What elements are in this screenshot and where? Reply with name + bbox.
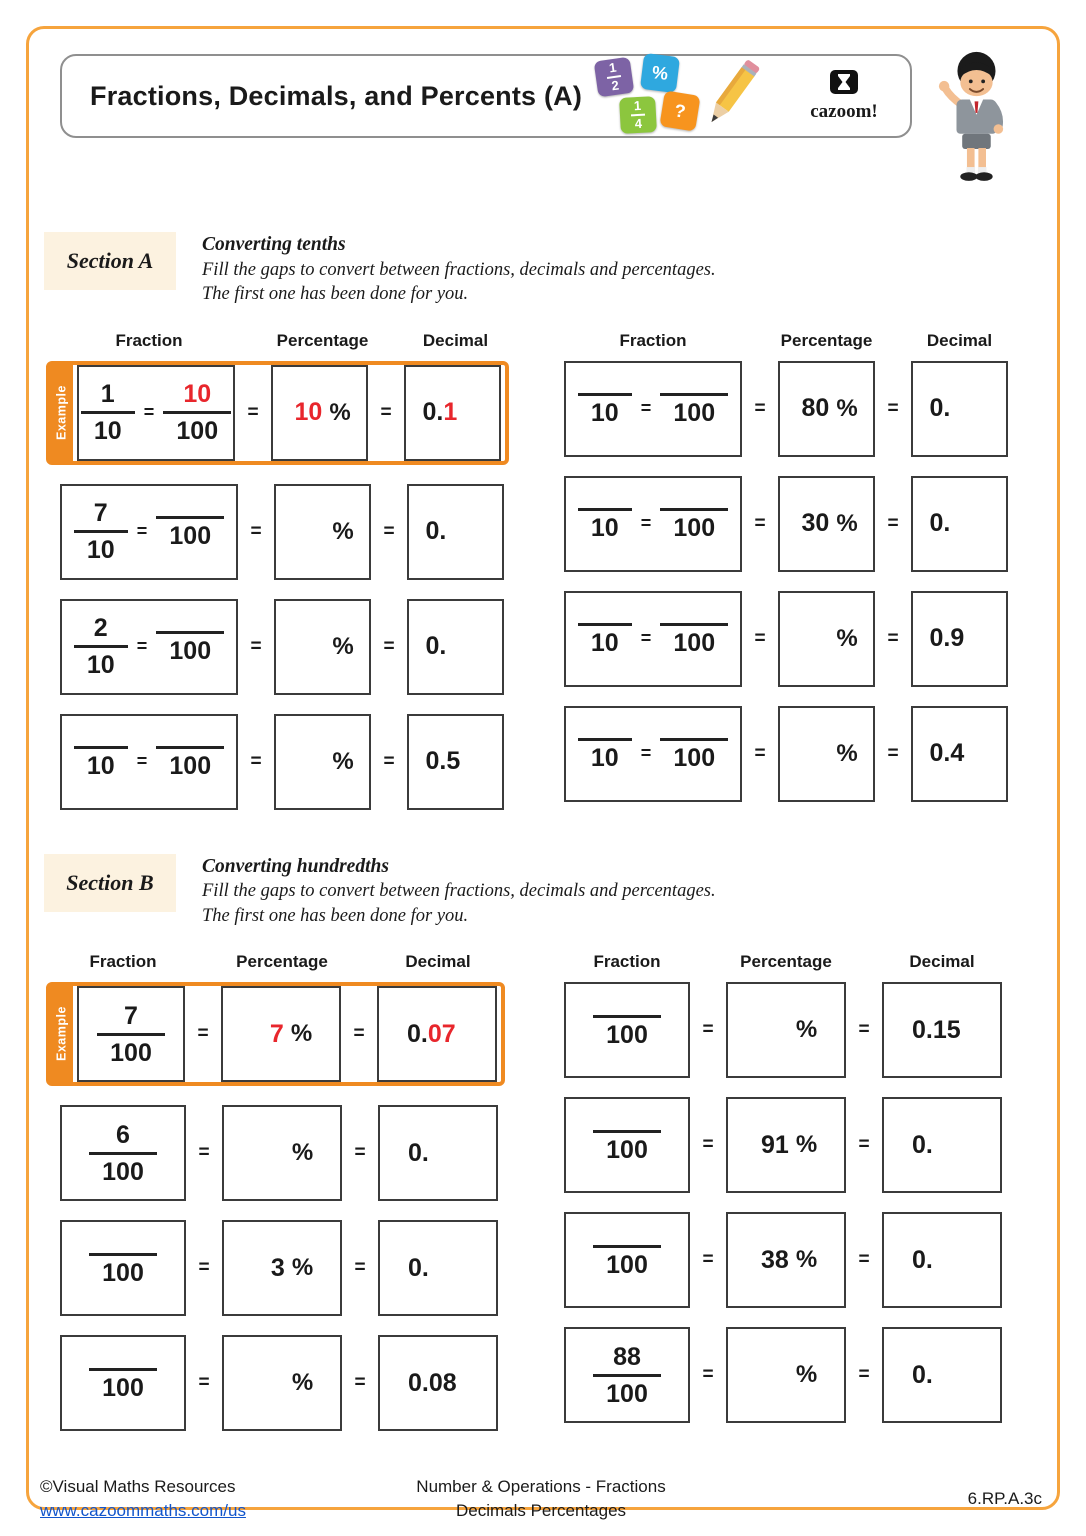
equals-sign: =	[754, 397, 766, 419]
instruction-line: Fill the gaps to convert between fractions, decimals and percentages.	[202, 881, 716, 902]
column-header-decimal: Decimal	[405, 952, 471, 972]
fraction-denominator: 100	[606, 1379, 648, 1408]
fraction-denominator: 100	[102, 1258, 144, 1287]
equals-sign: =	[754, 742, 766, 764]
percentage-value: 80	[801, 394, 830, 423]
decimal-box[interactable]	[407, 599, 504, 695]
fraction-box[interactable]	[60, 1220, 186, 1316]
decimal-value: 0.	[425, 517, 447, 546]
section-b-intro	[60, 854, 1026, 929]
equals-sign: =	[247, 401, 259, 423]
section-a-right-group	[564, 331, 1024, 810]
fraction-denominator: 100	[673, 744, 716, 773]
fraction-box[interactable]	[60, 1335, 186, 1431]
decimal-value: 0.	[929, 509, 951, 538]
conversion-row	[564, 476, 1008, 572]
equals-sign: =	[198, 1142, 210, 1164]
decimal-box	[407, 714, 504, 810]
column-header-decimal: Decimal	[909, 952, 975, 972]
conversion-row	[73, 986, 501, 1082]
column-header-fraction: Fraction	[593, 952, 661, 972]
percentage-box	[778, 361, 875, 457]
percent-sign: %	[290, 1020, 313, 1048]
percentage-box	[271, 365, 368, 461]
equals-sign: =	[702, 1364, 714, 1386]
fraction-numerator: 88	[593, 1343, 661, 1377]
fraction-denominator: 100	[606, 1250, 648, 1279]
fraction-hundredths	[89, 1365, 157, 1402]
equals-sign: =	[143, 402, 155, 423]
percentage-box	[726, 1097, 846, 1193]
fraction-denominator: 10	[590, 514, 619, 543]
conversion-row	[564, 361, 1008, 457]
instruction-line: The first one has been done for you.	[202, 284, 469, 305]
decimal-value: 0.08	[408, 1368, 457, 1397]
percentage-value: 3	[270, 1253, 285, 1282]
equals-sign: =	[136, 636, 148, 657]
fraction-tenths	[578, 620, 632, 657]
fraction-box[interactable]	[60, 714, 238, 810]
equals-sign: =	[250, 635, 262, 657]
fraction-box[interactable]	[60, 484, 238, 580]
fraction-denominator: 100	[176, 417, 219, 446]
worksheet-header	[60, 54, 1026, 188]
percent-sign: %	[291, 1139, 314, 1167]
decimal-value: 0.5	[425, 747, 461, 776]
conversion-row	[60, 714, 504, 810]
instruction-line: The first one has been done for you.	[202, 905, 469, 926]
fraction-numerator: 7	[97, 1002, 165, 1036]
fraction-box[interactable]	[564, 982, 690, 1078]
fraction-denominator: 10	[93, 417, 122, 446]
equals-sign: =	[380, 401, 392, 423]
question-card-icon: ?	[659, 90, 700, 131]
conversion-row	[564, 982, 1002, 1078]
equals-sign: =	[858, 1019, 870, 1041]
percent-sign: %	[291, 1254, 314, 1282]
equals-sign: =	[354, 1142, 366, 1164]
conversion-row	[564, 1212, 1002, 1308]
fraction-denominator: 10	[86, 651, 115, 680]
percentage-box[interactable]	[222, 1335, 342, 1431]
equals-sign: =	[250, 750, 262, 772]
column-header-decimal: Decimal	[422, 330, 489, 350]
decimal-box[interactable]	[882, 1327, 1002, 1423]
fraction-box	[77, 365, 235, 461]
equals-sign: =	[887, 742, 899, 764]
percent-sign: %	[795, 1246, 818, 1274]
percentage-box[interactable]	[726, 1327, 846, 1423]
percentage-box[interactable]	[274, 599, 371, 695]
section-a-left-group	[54, 330, 520, 810]
fraction-hundredths	[97, 1002, 165, 1067]
decimal-value: 0.1	[422, 398, 458, 427]
fraction-denominator: 100	[673, 399, 716, 428]
column-header-percentage: Percentage	[780, 330, 873, 350]
equals-sign: =	[702, 1134, 714, 1156]
worksheet-page	[26, 26, 1060, 1510]
percentage-box[interactable]	[274, 714, 371, 810]
fraction-box	[564, 1327, 690, 1423]
decimal-box	[377, 986, 497, 1082]
fraction-box[interactable]	[564, 1097, 690, 1193]
percent-sign: %	[836, 624, 858, 652]
equals-sign: =	[383, 750, 395, 772]
decimal-value: 0.9	[929, 624, 965, 653]
equals-sign: =	[136, 751, 148, 772]
percentage-box	[221, 986, 341, 1082]
percent-sign: %	[836, 394, 858, 422]
fraction-denominator: 100	[606, 1020, 648, 1049]
percentage-value: 38	[761, 1245, 789, 1274]
equals-sign: =	[198, 1372, 210, 1394]
equals-sign: =	[754, 627, 766, 649]
cazoom-logo	[796, 69, 892, 123]
equals-sign: =	[640, 628, 652, 649]
pencil-icon	[694, 53, 770, 141]
standard-code: 6.RP.A.3c	[967, 1489, 1042, 1509]
section-b-left-group	[54, 952, 520, 1431]
brand-name: cazoom!	[810, 101, 878, 122]
percentage-value: 7	[269, 1019, 284, 1048]
percentage-box[interactable]	[274, 484, 371, 580]
example-label: Example	[50, 365, 73, 461]
standard-category-line2: Decimals Percentages	[455, 1500, 627, 1520]
decimal-value: 0.	[408, 1253, 429, 1282]
conversion-row	[564, 591, 1008, 687]
equals-sign: =	[887, 627, 899, 649]
decimal-value: 0.	[912, 1130, 933, 1159]
decimal-value: 0.07	[407, 1019, 456, 1048]
example-row	[46, 361, 509, 465]
section-b-label: Section B	[44, 854, 176, 912]
section-b-table	[54, 952, 1026, 1431]
fraction-tenths	[81, 380, 135, 445]
equals-sign: =	[640, 398, 652, 419]
equals-sign: =	[702, 1019, 714, 1041]
equals-sign: =	[198, 1257, 210, 1279]
decimal-box[interactable]	[407, 484, 504, 580]
column-header-fraction: Fraction	[115, 330, 183, 350]
conversion-row	[60, 1220, 498, 1316]
decimal-value: 0.15	[912, 1015, 961, 1044]
fraction-numerator: 1	[81, 380, 135, 414]
fraction-box[interactable]	[60, 599, 238, 695]
decimal-box	[882, 982, 1002, 1078]
fraction-denominator: 100	[673, 514, 716, 543]
conversion-row	[60, 1335, 498, 1431]
decimal-box	[911, 706, 1008, 802]
fraction-denominator: 10	[86, 536, 115, 565]
decimal-value: 0.	[929, 394, 951, 423]
column-header-percentage: Percentage	[236, 952, 328, 972]
fraction-hundredths	[163, 380, 231, 445]
decimal-box[interactable]	[882, 1097, 1002, 1193]
percent-sign: %	[795, 1131, 818, 1159]
column-header-percentage: Percentage	[276, 330, 369, 350]
fraction-tenths	[74, 499, 128, 564]
decimal-box	[911, 591, 1008, 687]
percentage-box[interactable]	[726, 982, 846, 1078]
conversion-row	[564, 1097, 1002, 1193]
fraction-numerator: 7	[74, 499, 128, 533]
decimal-box[interactable]	[378, 1220, 498, 1316]
example-row	[46, 982, 505, 1086]
section-a-table	[54, 330, 1026, 810]
conversion-row	[60, 484, 504, 580]
decimal-value: 0.	[912, 1245, 933, 1274]
decimal-box[interactable]	[911, 361, 1008, 457]
fraction-denominator: 100	[673, 629, 716, 658]
fraction-tenths	[578, 505, 632, 542]
percentage-box[interactable]	[778, 706, 875, 802]
fraction-hundredths	[660, 620, 728, 657]
percent-sign: %	[836, 509, 858, 537]
conversion-row	[60, 599, 504, 695]
decimal-value: 0.	[408, 1138, 429, 1167]
percent-sign: %	[836, 739, 858, 767]
equals-sign: =	[383, 635, 395, 657]
percentage-box	[778, 476, 875, 572]
website-link[interactable]: www.cazoommaths.com/us	[40, 1500, 246, 1520]
fraction-tenths	[578, 735, 632, 772]
fraction-box[interactable]	[564, 476, 742, 572]
percentage-value: 10	[294, 398, 323, 427]
title-box	[60, 54, 912, 138]
decimal-box	[378, 1335, 498, 1431]
section-b-heading: Converting hundredths	[202, 855, 389, 877]
equals-sign: =	[858, 1364, 870, 1386]
section-a-label: Section A	[44, 232, 176, 290]
percent-sign: %	[332, 517, 354, 545]
header-icons	[594, 55, 894, 137]
fraction-denominator: 10	[590, 399, 619, 428]
fraction-hundredths	[156, 513, 224, 550]
equals-sign: =	[887, 397, 899, 419]
fraction-denominator: 100	[102, 1373, 144, 1402]
fraction-denominator: 10	[590, 744, 619, 773]
decimal-value: 0.4	[929, 739, 965, 768]
fraction-hundredths	[593, 1343, 661, 1408]
fraction-hundredths	[660, 390, 728, 427]
fraction-box[interactable]	[564, 361, 742, 457]
conversion-row	[564, 1327, 1002, 1423]
decimal-value: 0.	[912, 1360, 933, 1389]
conversion-row	[60, 1105, 498, 1201]
boy-character-illustration	[926, 50, 1026, 188]
copyright-text: ©Visual Maths Resources	[40, 1477, 236, 1497]
percent-sign: %	[332, 747, 354, 775]
equals-sign: =	[197, 1023, 209, 1045]
fraction-numerator: 2	[74, 614, 128, 648]
section-a-heading: Converting tenths	[202, 234, 346, 255]
decimal-box[interactable]	[882, 1212, 1002, 1308]
fraction-denominator: 100	[169, 637, 212, 666]
equals-sign: =	[858, 1249, 870, 1271]
equals-sign: =	[354, 1372, 366, 1394]
fraction-hundredths	[593, 1242, 661, 1279]
fraction-box	[60, 1105, 186, 1201]
percentage-value: 91	[761, 1130, 789, 1159]
fraction-box[interactable]	[564, 706, 742, 802]
fraction-hundredths	[593, 1127, 661, 1164]
fraction-denominator: 100	[169, 522, 212, 551]
column-header-decimal: Decimal	[926, 330, 993, 350]
fraction-numerator: 6	[89, 1121, 157, 1155]
fraction-denominator: 100	[169, 752, 212, 781]
equals-sign: =	[858, 1134, 870, 1156]
column-header-percentage: Percentage	[740, 952, 832, 972]
fraction-denominator: 10	[86, 752, 115, 781]
fraction-denominator: 10	[590, 629, 619, 658]
fraction-denominator: 100	[110, 1038, 152, 1067]
fraction-box	[77, 986, 185, 1082]
fraction-tenths	[74, 743, 128, 780]
percentage-box	[726, 1212, 846, 1308]
column-headers	[60, 331, 520, 351]
half-fraction-card-icon: 1 2	[594, 57, 635, 98]
fraction-hundredths	[156, 743, 224, 780]
fraction-box[interactable]	[564, 1212, 690, 1308]
conversion-row	[564, 706, 1008, 802]
fraction-numerator: 10	[163, 380, 231, 414]
fraction-hundredths	[660, 735, 728, 772]
equals-sign: =	[640, 743, 652, 764]
column-header-fraction: Fraction	[619, 330, 687, 350]
worksheet-footer	[40, 1475, 1042, 1522]
section-a-instructions	[202, 232, 716, 307]
decimal-value: 0.	[425, 632, 447, 661]
quarter-fraction-card-icon: 1 4	[619, 96, 657, 134]
percent-sign: %	[329, 398, 351, 426]
fraction-box[interactable]	[564, 591, 742, 687]
column-header-fraction: Fraction	[89, 952, 157, 972]
percent-sign: %	[291, 1369, 314, 1397]
equals-sign: =	[887, 512, 899, 534]
fraction-hundredths	[593, 1012, 661, 1049]
equals-sign: =	[383, 520, 395, 542]
decimal-box[interactable]	[911, 476, 1008, 572]
percent-card-icon: %	[640, 53, 680, 93]
equals-sign: =	[754, 512, 766, 534]
column-headers	[564, 952, 1024, 972]
equals-sign: =	[353, 1023, 365, 1045]
decimal-box[interactable]	[378, 1105, 498, 1201]
section-a-intro	[60, 232, 1026, 307]
equals-sign: =	[354, 1257, 366, 1279]
percentage-value: 30	[801, 509, 830, 538]
fraction-tenths	[578, 390, 632, 427]
percent-sign: %	[795, 1361, 818, 1389]
fraction-hundredths	[89, 1250, 157, 1287]
equals-sign: =	[136, 521, 148, 542]
standard-category-line1: Number & Operations - Fractions	[416, 1477, 666, 1497]
fraction-denominator: 100	[606, 1135, 648, 1164]
section-b-right-group	[564, 952, 1024, 1431]
fraction-denominator: 100	[102, 1157, 144, 1186]
page-title: Fractions, Decimals, and Percents (A)	[90, 80, 583, 111]
percent-sign: %	[795, 1016, 818, 1044]
percent-sign: %	[332, 632, 354, 660]
fraction-hundredths	[660, 505, 728, 542]
percentage-box[interactable]	[778, 591, 875, 687]
conversion-row	[73, 365, 505, 461]
percentage-box	[222, 1220, 342, 1316]
column-headers	[60, 952, 520, 972]
percentage-box[interactable]	[222, 1105, 342, 1201]
example-label: Example	[50, 986, 73, 1082]
section-b-instructions	[202, 854, 716, 929]
equals-sign: =	[702, 1249, 714, 1271]
equals-sign: =	[640, 513, 652, 534]
cazoom-hourglass-icon	[829, 69, 859, 95]
decimal-box	[404, 365, 501, 461]
fraction-hundredths	[156, 628, 224, 665]
equals-sign: =	[250, 520, 262, 542]
fraction-hundredths	[89, 1121, 157, 1186]
column-headers	[564, 331, 1024, 351]
instruction-line: Fill the gaps to convert between fractions, decimals and percentages.	[202, 259, 716, 280]
fraction-tenths	[74, 614, 128, 679]
